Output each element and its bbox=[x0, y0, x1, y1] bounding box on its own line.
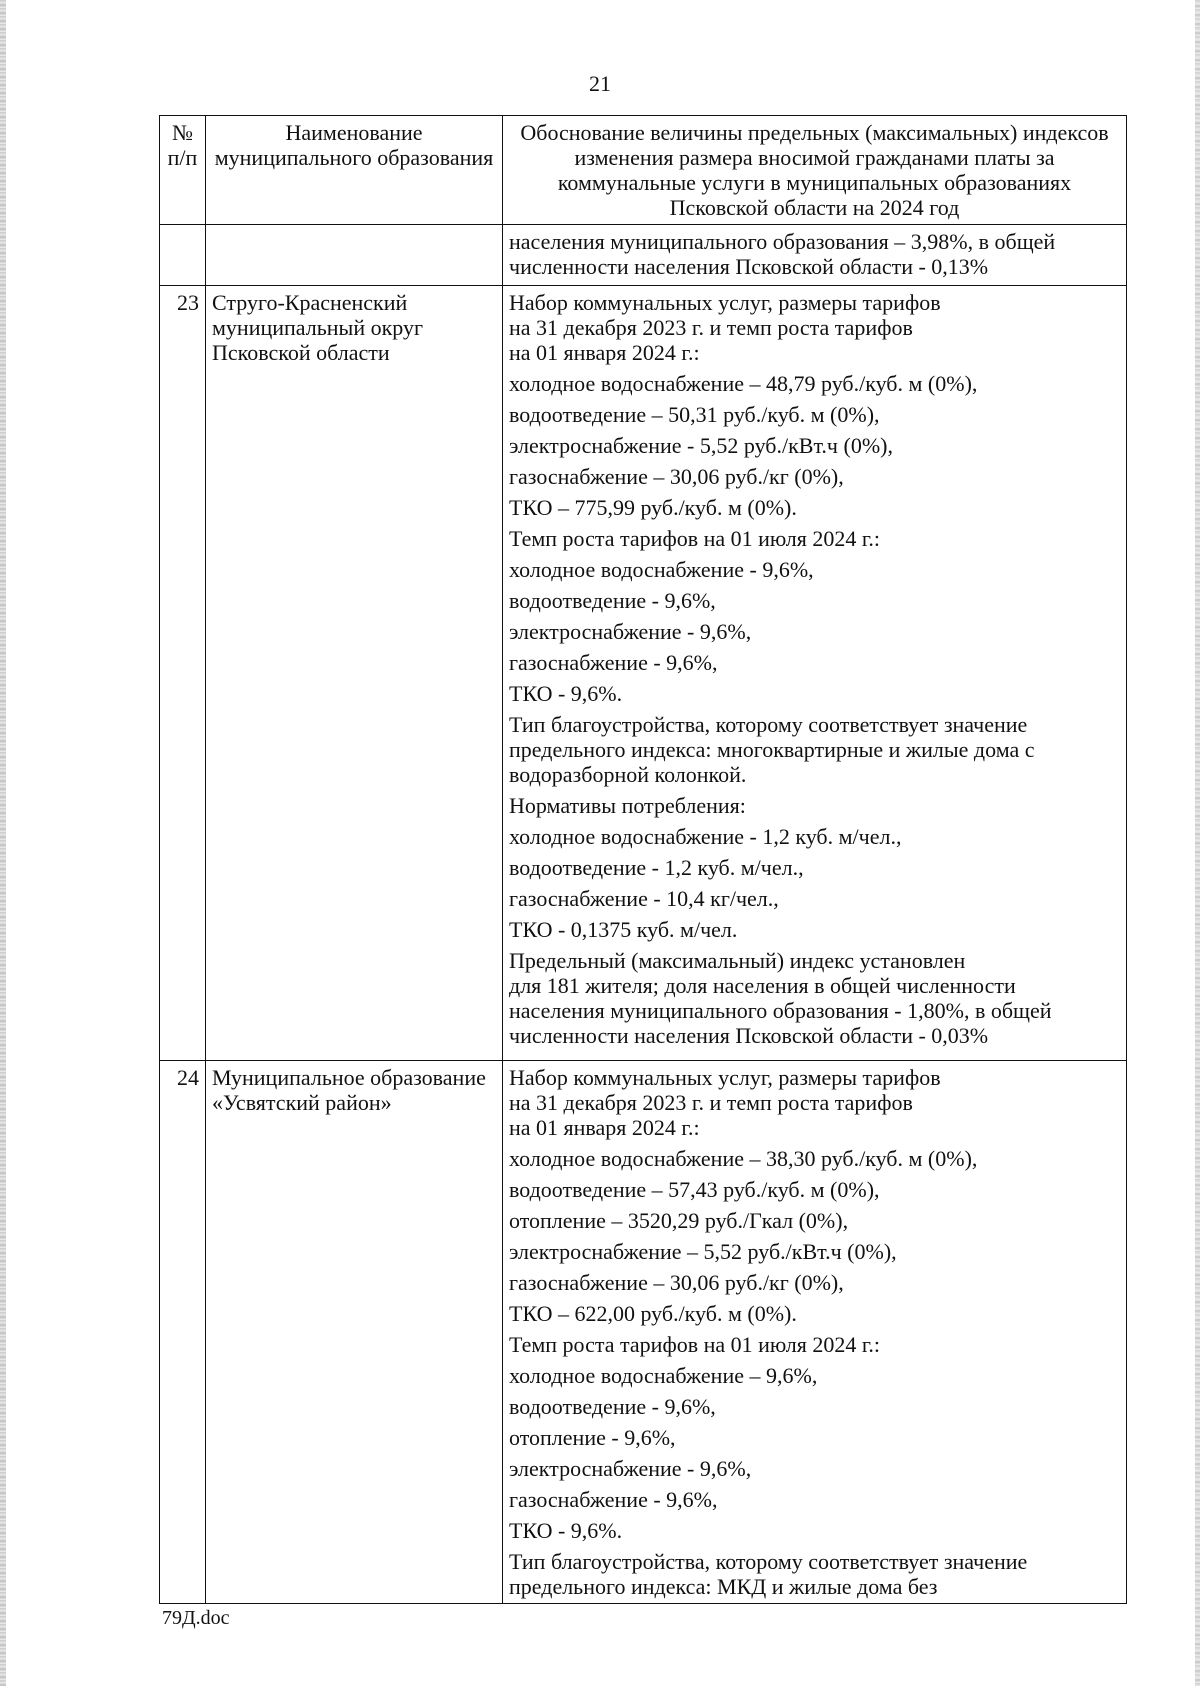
text-line: ТКО - 9,6%. bbox=[509, 681, 623, 706]
cell-municipality-name: Струго-Красненский муниципальный округ Псковской области bbox=[206, 286, 503, 1061]
text-line: водоотведение – 50,31 руб./куб. м (0%), bbox=[509, 402, 880, 427]
text-line: на 01 января 2024 г.: bbox=[509, 1115, 700, 1140]
basis-paragraph bbox=[509, 1301, 1120, 1326]
cell-municipality-name: Муниципальное образование «Усвятский район» bbox=[206, 1061, 503, 1604]
table-header-row bbox=[160, 116, 1127, 225]
text-line: электроснабжение – 5,52 руб./кВт.ч (0%), bbox=[509, 1239, 897, 1264]
basis-paragraph bbox=[509, 433, 1120, 458]
text-line: населения муниципального образования – 3,98%, в общей bbox=[509, 229, 1056, 254]
cell-basis bbox=[503, 1061, 1127, 1604]
cell-num-empty bbox=[160, 225, 206, 286]
text-line: ТКО - 9,6%. bbox=[509, 1518, 623, 1543]
basis-paragraph bbox=[509, 464, 1120, 489]
text-line: холодное водоснабжение – 38,30 руб./куб. м (0%), bbox=[509, 1146, 978, 1171]
basis-paragraph bbox=[509, 886, 1120, 911]
basis-paragraph bbox=[509, 824, 1120, 849]
basis-paragraph bbox=[509, 650, 1120, 675]
text-line: холодное водоснабжение - 1,2 куб. м/чел., bbox=[509, 824, 902, 849]
text-line: Предельный (максимальный) индекс установлен bbox=[509, 948, 966, 973]
basis-paragraph bbox=[509, 371, 1120, 396]
text-line: Темп роста тарифов на 01 июля 2024 г.: bbox=[509, 526, 881, 551]
text-line: предельного индекса: МКД и жилые дома без bbox=[509, 1574, 938, 1599]
table-row-continued bbox=[160, 225, 1127, 286]
basis-paragraph bbox=[509, 495, 1120, 520]
footer-filename: 79Д.doc bbox=[162, 1607, 230, 1629]
basis-paragraph bbox=[509, 1177, 1120, 1202]
text-line: Нормативы потребления: bbox=[509, 793, 746, 818]
text-line: предельного индекса: многоквартирные и жилые дома с bbox=[509, 737, 1035, 762]
basis-paragraph bbox=[509, 1549, 1120, 1599]
cell-basis-continued bbox=[503, 225, 1127, 286]
basis-paragraph bbox=[509, 681, 1120, 706]
text-line: газоснабжение – 30,06 руб./кг (0%), bbox=[509, 464, 844, 489]
basis-paragraph bbox=[509, 1270, 1120, 1295]
basis-paragraph bbox=[509, 1425, 1120, 1450]
text-line: холодное водоснабжение – 9,6%, bbox=[509, 1363, 818, 1388]
text-line: численности населения Псковской области - 0,03% bbox=[509, 1023, 989, 1048]
basis-paragraph bbox=[509, 588, 1120, 613]
text-line: газоснабжение - 10,4 кг/чел., bbox=[509, 886, 779, 911]
basis-paragraph bbox=[509, 1065, 1120, 1140]
text-line: газоснабжение - 9,6%, bbox=[509, 1487, 718, 1512]
scan-edge-left bbox=[0, 0, 6, 1686]
header-basis: Обоснование величины предельных (максимальных) индексов изменения размера вносимой гражданами платы за коммунальные услуги в муниципальных образованиях Псковской области на 2024 год bbox=[503, 116, 1127, 225]
text-line: водоразборной колонкой. bbox=[509, 762, 747, 787]
basis-paragraph bbox=[509, 1456, 1120, 1481]
text-line: ТКО - 0,1375 куб. м/чел. bbox=[509, 917, 738, 942]
basis-paragraph bbox=[509, 557, 1120, 582]
basis-paragraph bbox=[509, 526, 1120, 551]
text-line: Темп роста тарифов на 01 июля 2024 г.: bbox=[509, 1332, 881, 1357]
basis-paragraph bbox=[509, 855, 1120, 880]
text-line: на 01 января 2024 г.: bbox=[509, 340, 700, 365]
basis-paragraph bbox=[509, 1239, 1120, 1264]
cell-basis bbox=[503, 286, 1127, 1061]
basis-paragraph bbox=[509, 1394, 1120, 1419]
text-line: на 31 декабря 2023 г. и темп роста тарифов bbox=[509, 315, 913, 340]
text-line: отопление – 3520,29 руб./Гкал (0%), bbox=[509, 1208, 849, 1233]
basis-paragraph bbox=[509, 793, 1120, 818]
basis-paragraph bbox=[509, 1518, 1120, 1543]
basis-paragraph bbox=[509, 290, 1120, 365]
basis-paragraph bbox=[509, 402, 1120, 427]
table-row bbox=[160, 286, 1127, 1061]
basis-paragraph bbox=[509, 1146, 1120, 1171]
text-line: газоснабжение – 30,06 руб./кг (0%), bbox=[509, 1270, 844, 1295]
text-line: электроснабжение - 9,6%, bbox=[509, 619, 752, 644]
text-line: холодное водоснабжение - 9,6%, bbox=[509, 557, 814, 582]
basis-paragraph bbox=[509, 619, 1120, 644]
text-line: Набор коммунальных услуг, размеры тарифов bbox=[509, 1065, 941, 1090]
basis-paragraph bbox=[509, 1363, 1120, 1388]
cell-num: 24 bbox=[160, 1061, 206, 1604]
header-name: Наименование муниципального образования bbox=[206, 116, 503, 225]
basis-paragraph bbox=[509, 917, 1120, 942]
text-line: электроснабжение - 5,52 руб./кВт.ч (0%), bbox=[509, 433, 893, 458]
text-line: водоотведение - 9,6%, bbox=[509, 588, 716, 613]
cell-num: 23 bbox=[160, 286, 206, 1061]
basis-paragraph bbox=[509, 712, 1120, 787]
page-number: 21 bbox=[589, 71, 611, 96]
tariff-index-table bbox=[159, 115, 1127, 1604]
text-line: водоотведение – 57,43 руб./куб. м (0%), bbox=[509, 1177, 880, 1202]
text-line: ТКО – 622,00 руб./куб. м (0%). bbox=[509, 1301, 797, 1326]
text-line: водоотведение - 9,6%, bbox=[509, 1394, 716, 1419]
text-line: населения муниципального образования - 1,80%, в общей bbox=[509, 998, 1052, 1023]
text-line: водоотведение - 1,2 куб. м/чел., bbox=[509, 855, 804, 880]
text-line: ТКО – 775,99 руб./куб. м (0%). bbox=[509, 495, 797, 520]
basis-paragraph bbox=[509, 1487, 1120, 1512]
text-line: газоснабжение - 9,6%, bbox=[509, 650, 718, 675]
text-line: на 31 декабря 2023 г. и темп роста тарифов bbox=[509, 1090, 913, 1115]
cell-name-empty bbox=[206, 225, 503, 286]
text-line: холодное водоснабжение – 48,79 руб./куб. м (0%), bbox=[509, 371, 978, 396]
text-line: численности населения Псковской области - 0,13% bbox=[509, 254, 989, 279]
text-line: электроснабжение - 9,6%, bbox=[509, 1456, 752, 1481]
text-line: Набор коммунальных услуг, размеры тарифов bbox=[509, 290, 941, 315]
scan-edge-right bbox=[1195, 0, 1200, 1686]
basis-paragraph bbox=[509, 1208, 1120, 1233]
text-line: Тип благоустройства, которому соответствует значение bbox=[509, 1549, 1028, 1574]
table-row bbox=[160, 1061, 1127, 1604]
text-line: Тип благоустройства, которому соответствует значение bbox=[509, 712, 1028, 737]
text-line: отопление - 9,6%, bbox=[509, 1425, 676, 1450]
basis-paragraph bbox=[509, 1332, 1120, 1357]
header-num: № п/п bbox=[160, 116, 206, 225]
text-line: для 181 жителя; доля населения в общей численности bbox=[509, 973, 1016, 998]
basis-paragraph bbox=[509, 948, 1120, 1048]
